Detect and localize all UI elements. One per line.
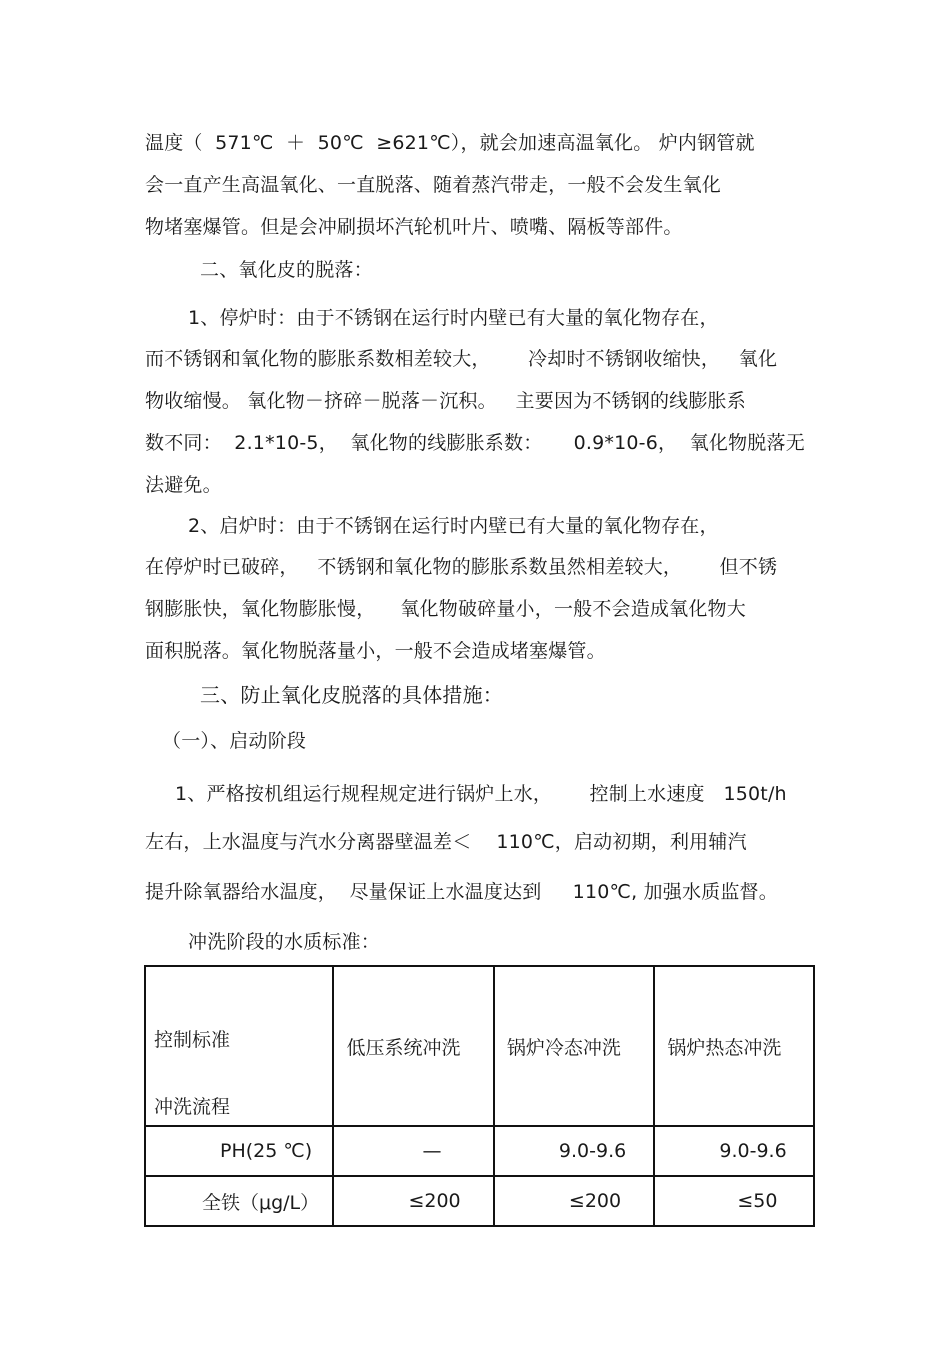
paragraph-3-line-2: 在停炉时已破碎， 不锈钢和氧化物的膨胀系数虽然相差较大， 但不锈 (145, 556, 778, 578)
paragraph-2-line-3: 物收缩慢。 氧化物－挤碎－脱落－沉积。 主要因为不锈钢的线膨胀系 (145, 390, 746, 412)
table-corner-cell (145, 966, 333, 1126)
section-heading-3: 三、防止氧化皮脱落的具体措施： (200, 683, 503, 707)
paragraph-2-line-4: 数不同： 2.1*10-5， 氧化物的线膨胀系数： 0.9*10-6， 氧化物脱落无 (145, 432, 805, 454)
cell-fe-hot: ≤50 (654, 1176, 814, 1226)
table-header-row (145, 966, 814, 1126)
paragraph-4-line-1: 1、严格按机组运行规程规定进行锅炉上水， 控制上水速度 150t/h (175, 783, 787, 805)
subsection-heading-1: （一）、启动阶段 (162, 730, 307, 752)
header-boiler-cold-flush: 锅炉冷态冲洗 (494, 966, 654, 1126)
paragraph-4-line-3: 提升除氧器给水温度， 尽量保证上水温度达到 110℃, 加强水质监督。 (145, 881, 778, 903)
paragraph-4-line-2: 左右，上水温度与汽水分离器壁温差＜ 110℃，启动初期，利用辅汽 (145, 831, 747, 853)
paragraph-3-line-1: 2、启炉时：由于不锈钢在运行时内壁已有大量的氧化物存在， (188, 515, 719, 537)
water-quality-table (144, 965, 815, 1227)
table-caption: 冲洗阶段的水质标准： (188, 931, 381, 953)
cell-ph-cold: 9.0-9.6 (494, 1126, 654, 1176)
paragraph-2-line-1: 1、停炉时：由于不锈钢在运行时内壁已有大量的氧化物存在， (188, 307, 719, 329)
cell-fe-low-pressure: ≤200 (333, 1176, 493, 1226)
section-heading-2: 二、氧化皮的脱落： (200, 259, 373, 281)
paragraph-1-line-2: 会一直产生高温氧化、一直脱落、随着蒸汽带走，一般不会发生氧化 (145, 174, 722, 196)
paragraph-1-line-3: 物堵塞爆管。但是会冲刷损坏汽轮机叶片、喷嘴、隔板等部件。 (145, 216, 683, 238)
header-boiler-hot-flush: 锅炉热态冲洗 (654, 966, 814, 1126)
paragraph-3-line-3: 钢膨胀快，氧化物膨胀慢， 氧化物破碎量小，一般不会造成氧化物大 (145, 598, 746, 620)
row-label-ph: PH(25 ℃) (145, 1126, 333, 1176)
table-row (145, 1176, 814, 1226)
paragraph-3-line-4: 面积脱落。氧化物脱落量小，一般不会造成堵塞爆管。 (145, 640, 606, 662)
paragraph-2-line-2: 而不锈钢和氧化物的膨胀系数相差较大， 冷却时不锈钢收缩快， 氧化 (145, 348, 778, 370)
cell-ph-hot: 9.0-9.6 (654, 1126, 814, 1176)
corner-label-control-standard: 控制标准 (154, 1029, 231, 1051)
cell-fe-cold: ≤200 (494, 1176, 654, 1226)
table-row (145, 1126, 814, 1176)
header-low-pressure-flush: 低压系统冲洗 (333, 966, 493, 1126)
paragraph-1-line-1: 温度（ 571℃ ＋ 50℃ ≥621℃），就会加速高温氧化。 炉内钢管就 (145, 132, 755, 154)
cell-ph-low-pressure: — (333, 1126, 493, 1176)
corner-label-flush-process: 冲洗流程 (154, 1096, 231, 1118)
row-label-total-iron: 全铁（μg/L） (145, 1176, 333, 1226)
paragraph-2-line-5: 法避免。 (145, 474, 222, 496)
